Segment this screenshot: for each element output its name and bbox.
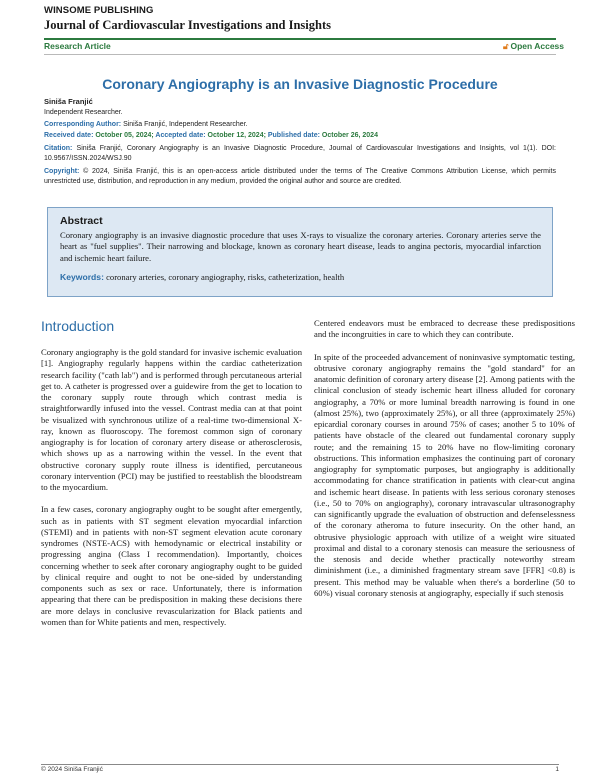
publisher-name: WINSOME PUBLISHING	[44, 5, 154, 16]
copyright-text: © 2024, Siniša Franjić, this is an open-access article distributed under the terms of The Creative Commons Attribution License, which permits unrestricted use, distribution, and reproduction in any medium, provided the original author and source are credited.	[44, 168, 556, 185]
body-column-left	[41, 318, 302, 639]
article-title: Coronary Angiography is an Invasive Diagnostic Procedure	[102, 76, 498, 92]
accepted-date: October 12, 2024;	[205, 132, 266, 139]
open-access-label: Open Access	[510, 41, 564, 51]
published-date: October 26, 2024	[319, 132, 378, 139]
accepted-label: Accepted date:	[153, 132, 206, 139]
keywords-label: Keywords:	[60, 271, 104, 282]
copyright-label: Copyright:	[44, 168, 80, 175]
footer-divider	[41, 764, 559, 765]
copyright-block	[44, 167, 556, 187]
abstract-heading: Abstract	[60, 215, 103, 227]
citation-block	[44, 144, 556, 164]
open-access-badge	[503, 41, 564, 52]
article-type-row	[44, 41, 564, 53]
abstract-box	[47, 207, 553, 297]
body-paragraph: Centered endeavors must be embraced to decrease these predispositions and the incongruities in care to which they can contribute.	[314, 318, 575, 340]
lock-open-icon: 🔓︎	[502, 41, 509, 51]
received-date: October 05, 2024;	[93, 132, 154, 139]
published-label: Published date:	[265, 132, 320, 139]
page-footer	[41, 766, 559, 773]
corresponding-label: Corresponding Author:	[44, 121, 122, 128]
article-dates	[44, 131, 556, 141]
keywords-text: coronary arteries, coronary angiography, risks, catheterization, health	[103, 271, 345, 282]
author-affiliation: Independent Researcher.	[44, 109, 123, 116]
body-column-right	[314, 318, 575, 610]
body-paragraph: Coronary angiography is the gold standard for invasive ischemic evaluation [1]. Angiography regularly happens within the cardiac catheterization research facility ("cath lab") and is performed through percutaneous arterial get to. A catheter is progressed over a guidewire from the get to location to the coronary supply route through which contrast media is straightforwardly infused into the vessel. Contrast media can at that point be visualized with synchronous utilize of a real-time two-dimensional X-ray, known as fluoroscopy. The foremost common sign of coronary angiography is for location of coronary artery disease or atherosclerosis, which shows up as a narrowing within the vessel. In the event that obstructive coronary supply route illness is identified, percutaneous coronary intervention (PCI) may be justified to reestablish the bloodstream to the myocardium.	[41, 347, 302, 492]
received-label: Received date:	[44, 132, 94, 139]
section-heading-introduction: Introduction	[41, 318, 115, 334]
journal-title: Journal of Cardiovascular Investigations and Insights	[44, 18, 331, 32]
corresponding-value: Siniša Franjić, Independent Researcher.	[121, 121, 248, 128]
corresponding-author	[44, 120, 556, 130]
citation-text: Siniša Franjić, Coronary Angiography is an Invasive Diagnostic Procedure, Journal of Cardiovascular Investigations and Insights, vol 1(1). DOI: 10.9567/ISSN.2024/WSJ.90	[44, 145, 556, 162]
author-name: Siniša Franjić	[44, 97, 93, 106]
body-paragraph: In a few cases, coronary angiography ought to be sought after emergently, such as in patients with ST segment elevation myocardial infarction (STEMI) and in patients with non-ST segment elevation acute coronary syndromes (NSTE-ACS) with hemodynamic or electrical instability or progressing angina (Class I recommendation). Importantly, choices concerning whether to seek after coronary angiography ought to be guided by clinical require and ought to not be one-sided by understanding components such as sex or race. Unfortunately, there is information appearing that there can be predisposition in making these decisions there are more delays in conclusive revascularization for Black patients and women than for White patients and men, respectively.	[41, 504, 302, 627]
header-divider	[44, 38, 556, 40]
footer-copyright: © 2024 Siniša Franjić	[41, 766, 103, 773]
page-number: 1	[555, 766, 559, 773]
article-type-label: Research Article	[44, 41, 111, 51]
citation-label: Citation:	[44, 145, 73, 152]
subheader-divider	[44, 54, 556, 55]
body-paragraph: In spite of the proceeded advancement of noninvasive symptomatic testing, obtrusive coronary angiography remains the "gold standard" for an anatomic definition of coronary artery disease [2]. Among patients with the clinical conclusion of steady ischemic heart illness alluded for coronary angiography, a 70% or more luminal breadth narrowing is found in one (almost 25%), two (approximately 25%), or all three (approximately 25%) epicardial coronary courses in around 75% of cases; another 5 to 10% of patients have obstacle of the cleared out fundamental coronary supply route; and the remaining 15 to 20% have no flow-limiting coronary obstructions. This information emphasizes the continuing part of coronary angiography for symptomatic purposes, but angiography is additionally accommodating for chance stratification in patients with clear-cut angina and ischemic heart disease. In patients with less serious coronary stenoses (i.e., 50 to 70% on angiography), coronary intravascular ultrasonography can significantly upgrade the evaluation of obstruction and defenselessness of the coronary atheroma to future insecurity. On the other hand, an obtrusive physiologic approach with utilize of a weight wire situated proximal and distal to a coronary stenosis can measure the seriousness of the stenosis and decide whether practically noteworthy stream diminishment (i.e., a diminished fragmentary stream save [FFR] <0.8) is present. This method may be valuable when there's a borderline (50 to 60%) visual coronary stenosis at angiography, especially if such stenosis	[314, 351, 575, 598]
keywords-line	[60, 272, 541, 282]
abstract-text: Coronary angiography is an invasive diagnostic procedure that uses X-rays to visualize the coronary arteries. Coronary arteries serve the heart as "fuel supplies". Their narrowing and blockage, known as coronary heart disease, leads to angina pectoris, myocardial infarction and ischemic heart failure.	[60, 230, 541, 263]
